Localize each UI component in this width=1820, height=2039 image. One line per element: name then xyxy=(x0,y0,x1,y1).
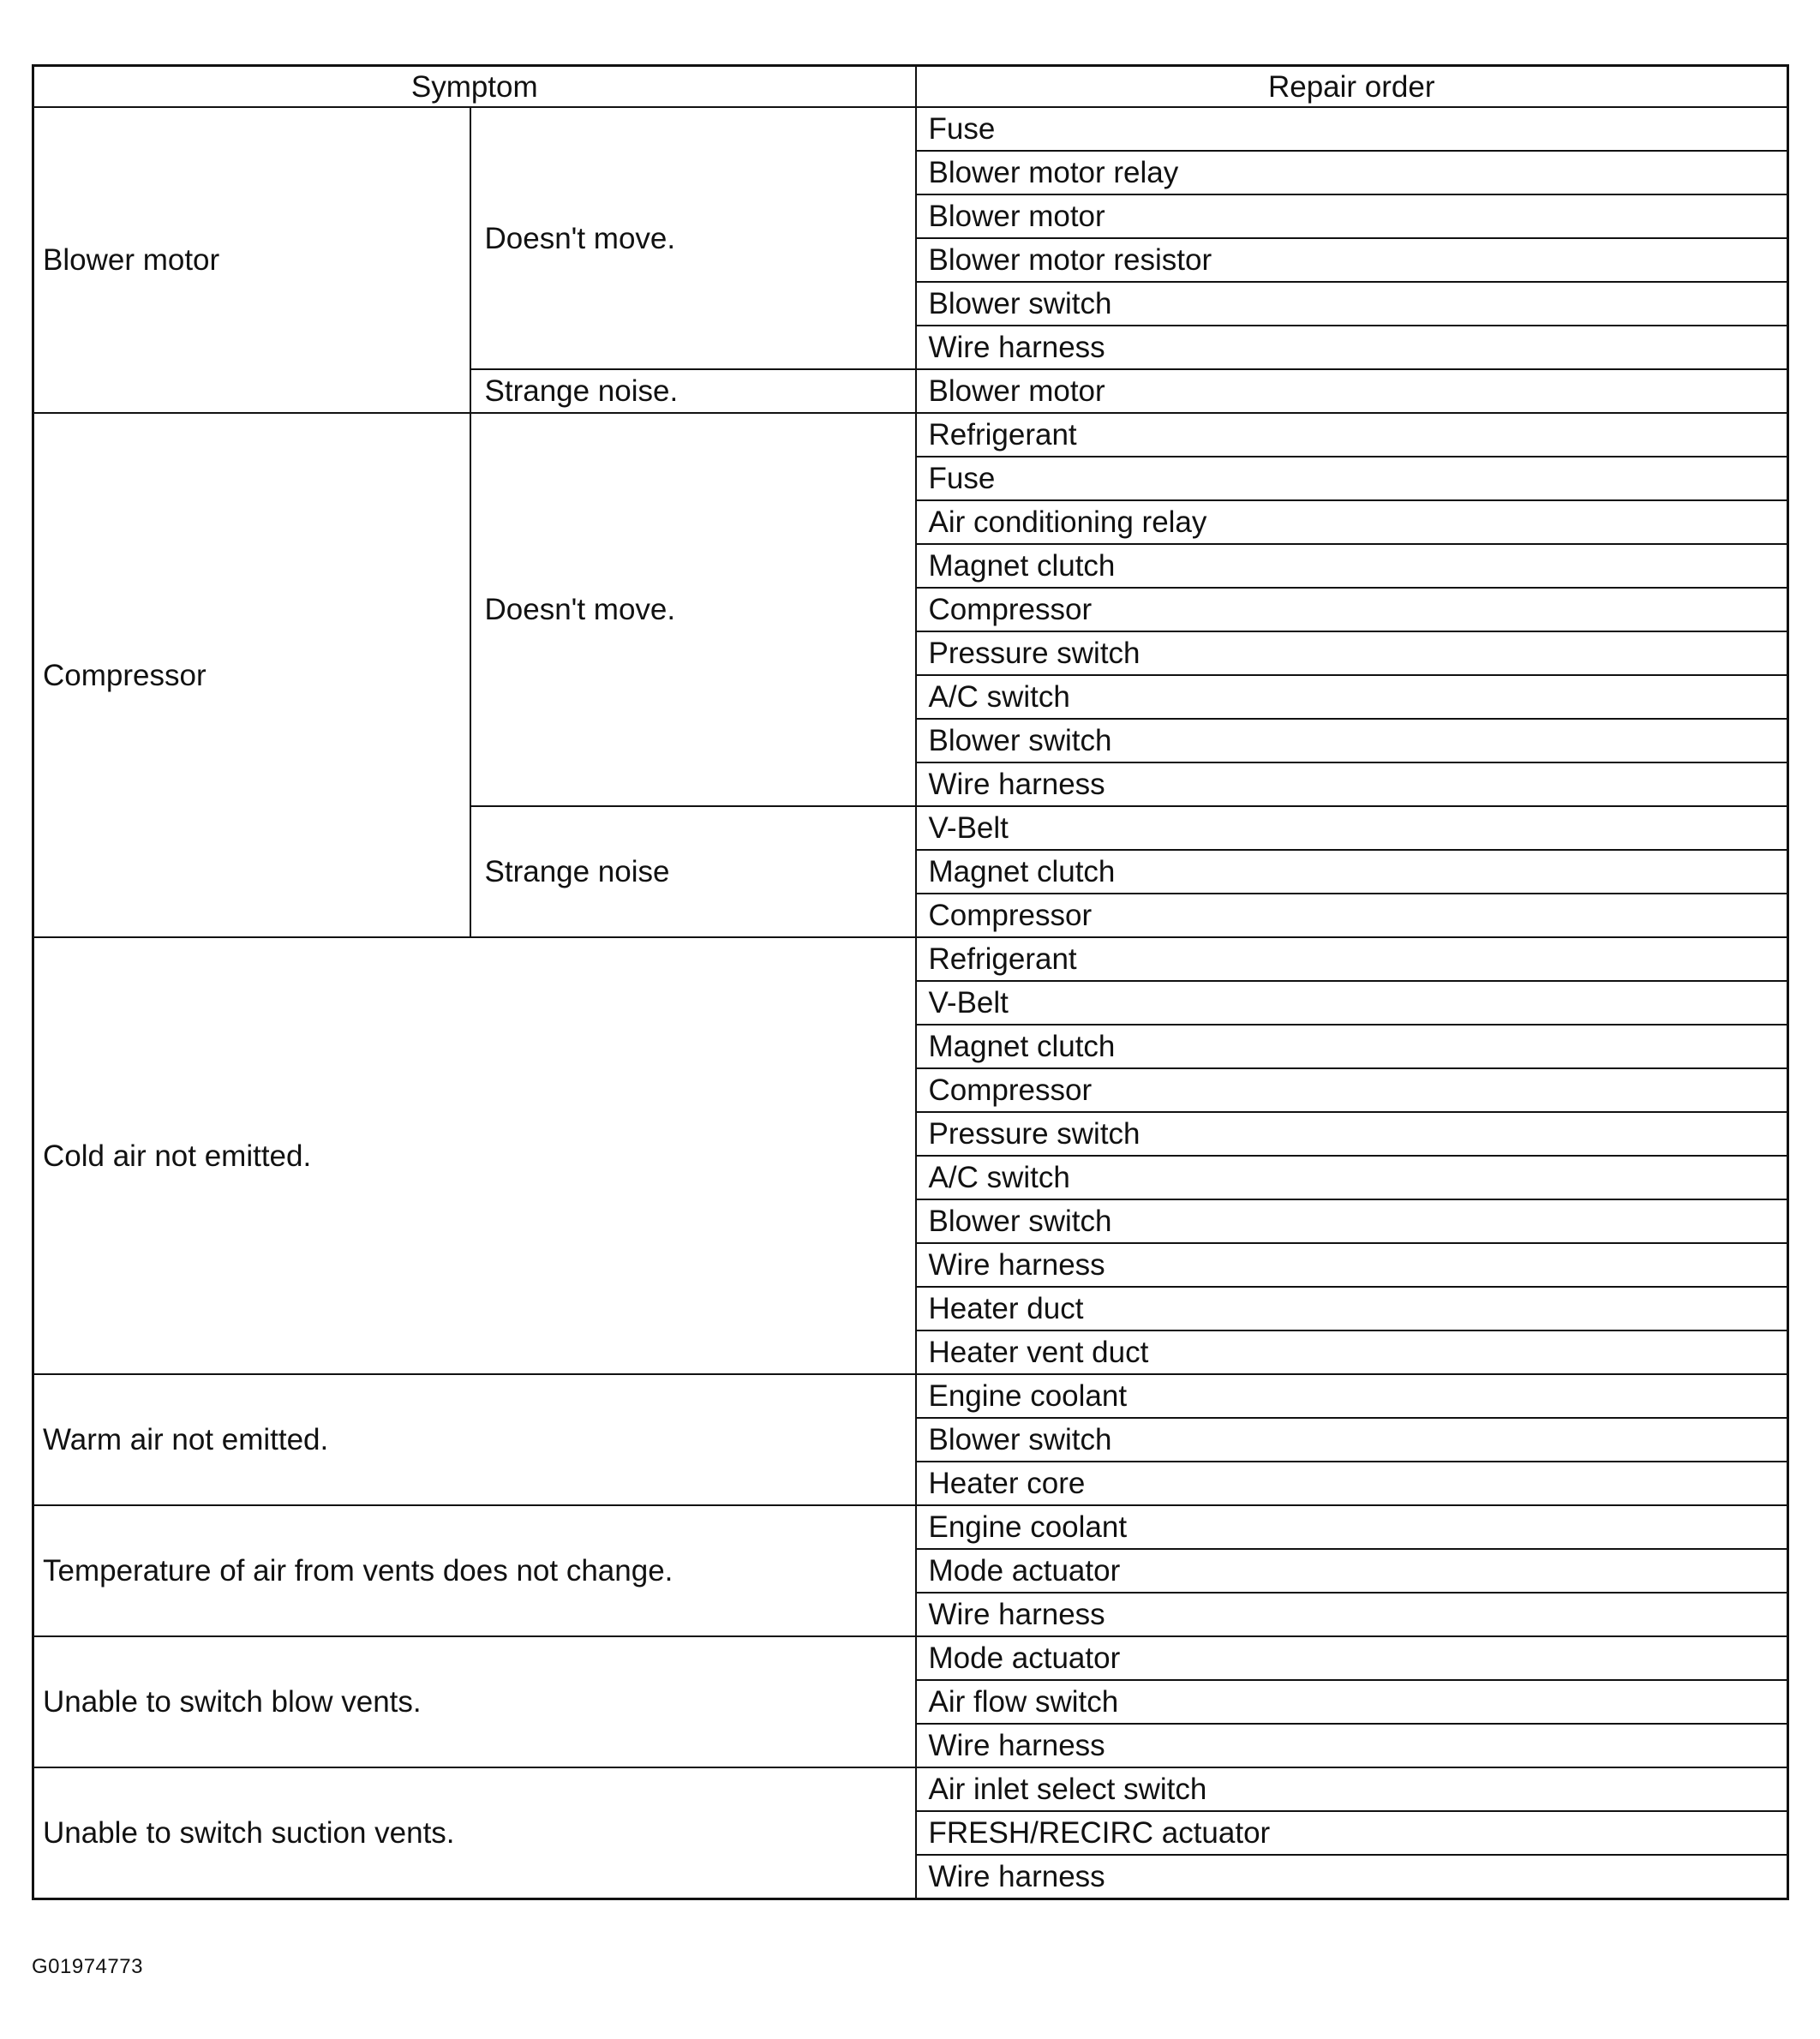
repair-item-cell: Magnet clutch xyxy=(916,1025,1788,1068)
repair-item-cell: Refrigerant xyxy=(916,413,1788,457)
repair-item-cell: A/C switch xyxy=(916,1156,1788,1199)
repair-item-cell: Heater duct xyxy=(916,1287,1788,1330)
table-row xyxy=(33,1767,1788,1811)
repair-item-cell: Fuse xyxy=(916,457,1788,500)
repair-item-cell: Magnet clutch xyxy=(916,850,1788,894)
repair-item-cell: Mode actuator xyxy=(916,1636,1788,1680)
repair-order-header: Repair order xyxy=(916,66,1788,108)
table-row xyxy=(33,1636,1788,1680)
diagnosis-table xyxy=(32,64,1789,1900)
repair-item-cell: Blower motor relay xyxy=(916,151,1788,194)
repair-item-cell: Wire harness xyxy=(916,762,1788,806)
table-row xyxy=(33,937,1788,981)
symptom-cell: Temperature of air from vents does not change. xyxy=(33,1505,916,1636)
symptom-cell: Cold air not emitted. xyxy=(33,937,916,1374)
figure-code: G01974773 xyxy=(32,1955,143,1978)
repair-item-cell: Compressor xyxy=(916,588,1788,631)
repair-item-cell: Compressor xyxy=(916,1068,1788,1112)
repair-item-cell: Fuse xyxy=(916,107,1788,151)
symptom-cell: Unable to switch suction vents. xyxy=(33,1767,916,1899)
repair-item-cell: Magnet clutch xyxy=(916,544,1788,588)
repair-item-cell: Blower switch xyxy=(916,1199,1788,1243)
repair-item-cell: Wire harness xyxy=(916,1243,1788,1287)
symptom-header: Symptom xyxy=(33,66,916,108)
repair-item-cell: Heater core xyxy=(916,1462,1788,1505)
table-row xyxy=(33,1505,1788,1549)
repair-item-cell: Blower switch xyxy=(916,282,1788,326)
repair-item-cell: Compressor xyxy=(916,894,1788,937)
repair-item-cell: Wire harness xyxy=(916,1593,1788,1636)
repair-item-cell: Blower motor xyxy=(916,194,1788,238)
repair-item-cell: A/C switch xyxy=(916,675,1788,719)
repair-item-cell: Blower motor xyxy=(916,369,1788,413)
table-row xyxy=(33,107,1788,151)
repair-item-cell: Wire harness xyxy=(916,1724,1788,1767)
repair-item-cell: Engine coolant xyxy=(916,1505,1788,1549)
repair-item-cell: Mode actuator xyxy=(916,1549,1788,1593)
repair-item-cell: Air inlet select switch xyxy=(916,1767,1788,1811)
symptom-cell: Warm air not emitted. xyxy=(33,1374,916,1505)
repair-item-cell: Engine coolant xyxy=(916,1374,1788,1418)
sub-symptom-cell: Doesn't move. xyxy=(470,107,916,369)
repair-item-cell: Pressure switch xyxy=(916,631,1788,675)
repair-item-cell: V-Belt xyxy=(916,806,1788,850)
repair-item-cell: V-Belt xyxy=(916,981,1788,1025)
table-body xyxy=(33,107,1788,1899)
table-row xyxy=(33,413,1788,457)
repair-item-cell: Blower switch xyxy=(916,1418,1788,1462)
repair-item-cell: Blower motor resistor xyxy=(916,238,1788,282)
sub-symptom-cell: Strange noise. xyxy=(470,369,916,413)
sub-symptom-cell: Strange noise xyxy=(470,806,916,937)
table-row xyxy=(33,1374,1788,1418)
repair-item-cell: Wire harness xyxy=(916,326,1788,369)
repair-item-cell: Air conditioning relay xyxy=(916,500,1788,544)
header-row xyxy=(33,66,1788,108)
repair-item-cell: Blower switch xyxy=(916,719,1788,762)
symptom-cell: Unable to switch blow vents. xyxy=(33,1636,916,1767)
symptom-cell: Blower motor xyxy=(33,107,470,413)
repair-item-cell: Heater vent duct xyxy=(916,1330,1788,1374)
repair-item-cell: Pressure switch xyxy=(916,1112,1788,1156)
symptom-cell: Compressor xyxy=(33,413,470,937)
repair-item-cell: Wire harness xyxy=(916,1855,1788,1899)
repair-item-cell: FRESH/RECIRC actuator xyxy=(916,1811,1788,1855)
repair-item-cell: Air flow switch xyxy=(916,1680,1788,1724)
sub-symptom-cell: Doesn't move. xyxy=(470,413,916,806)
repair-item-cell: Refrigerant xyxy=(916,937,1788,981)
